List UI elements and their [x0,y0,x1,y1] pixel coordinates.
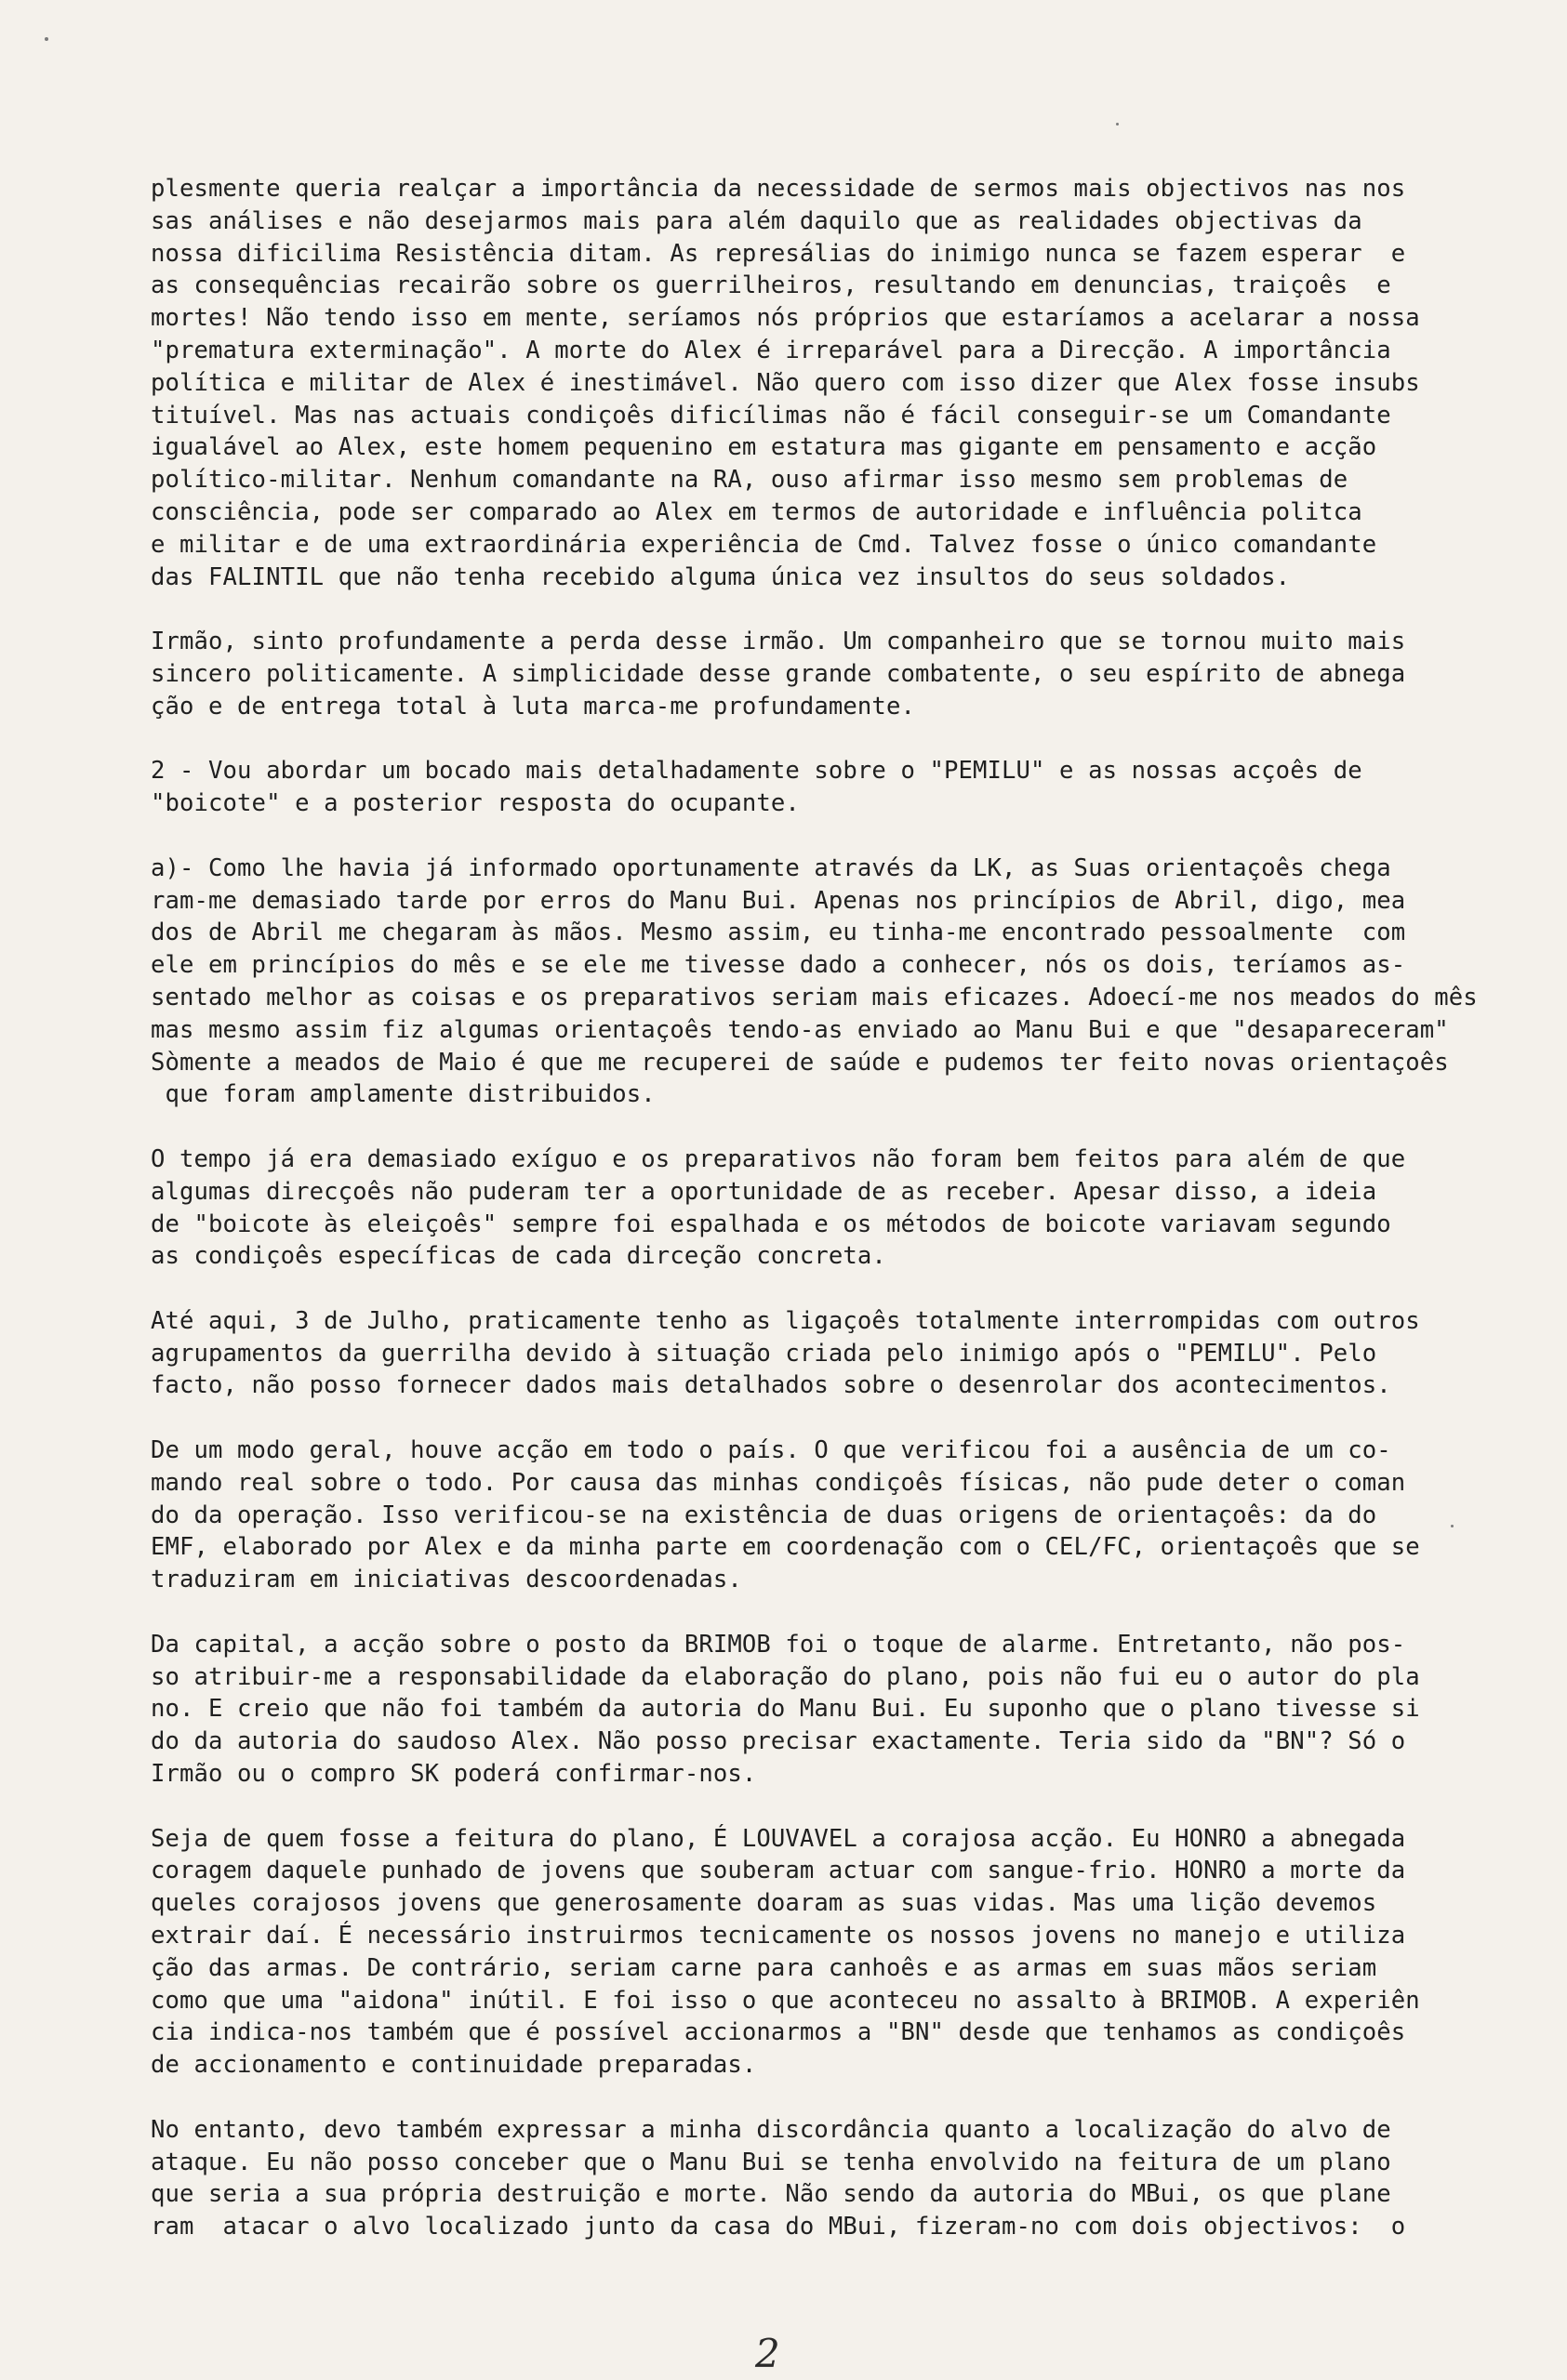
text-line: De um modo geral, houve acção em todo o país. O que verificou foi a ausência de um co- [151,1436,1391,1465]
paragraph [151,1144,1499,1273]
text-line: Sòmente a meados de Maio é que me recuperei de saúde e pudemos ter feito novas orientaçoês [151,1048,1449,1077]
text-line: "boicote" e a posterior resposta do ocupante. [151,789,800,818]
paper-speck [45,37,48,41]
text-line: política e militar de Alex é inestimável. Não quero com isso dizer que Alex fosse insubs [151,368,1420,397]
text-line: e militar e de uma extraordinária experiência de Cmd. Talvez fosse o único comandante [151,530,1377,559]
text-line: agrupamentos da guerrilha devido à situação criada pelo inimigo após o "PEMILU". Pelo [151,1339,1377,1368]
text-line: Irmão, sinto profundamente a perda desse irmão. Um companheiro que se tornou muito mais [151,628,1406,656]
text-line: de "boicote às eleiçoês" sempre foi espalhada e os métodos de boicote variavam segundo [151,1210,1391,1238]
page-number: 2 [755,2331,780,2376]
text-line: político-militar. Nenhum comandante na RA, ouso afirmar isso mesmo sem problemas de [151,466,1348,495]
paragraph [151,1305,1499,1402]
text-line: algumas direcçoês não puderam ter a oportunidade de as receber. Apesar disso, a ideia [151,1177,1377,1206]
paragraph [151,1823,1499,2082]
paragraph [151,853,1499,1111]
paragraph [151,755,1499,820]
paragraph [151,173,1499,593]
text-line: coragem daquele punhado de jovens que souberam actuar com sangue-frio. HONRO a morte da [151,1857,1406,1885]
text-line: ção e de entrega total à luta marca-me profundamente. [151,692,915,721]
text-line: como que uma "aidona" inútil. E foi isso o que aconteceu no assalto à BRIMOB. A experiên [151,1986,1420,2015]
text-line: ram-me demasiado tarde por erros do Manu Bui. Apenas nos princípios de Abril, digo, mea [151,886,1406,915]
text-line: tituível. Mas nas actuais condiçoês dificílimas não é fácil conseguir-se um Comandante [151,401,1391,430]
text-line: que foram amplamente distribuidos. [151,1080,656,1109]
text-line: de accionamento e continuidade preparadas. [151,2051,757,2080]
text-line: Seja de quem fosse a feitura do plano, É LOUVAVEL a corajosa acção. Eu HONRO a abnegada [151,1824,1406,1853]
text-line: do da operação. Isso verificou-se na existência de duas origens de orientaçoês: da do [151,1501,1377,1529]
text-line: igualável ao Alex, este homem pequenino em estatura mas gigante em pensamento e acção [151,433,1377,462]
text-line: que seria a sua própria destruição e morte. Não sendo da autoria do MBui, os que plane [151,2180,1391,2209]
text-line: nossa dificilima Resistência ditam. As represálias do inimigo nunca se fazem esperar e [151,239,1406,268]
text-line: facto, não posso fornecer dados mais detalhados sobre o desenrolar dos acontecimentos. [151,1371,1391,1400]
text-line: "prematura exterminação". A morte do Alex é irreparável para a Direcção. A importância [151,336,1391,364]
text-line: ataque. Eu não posso conceber que o Manu Bui se tenha envolvido na feitura de um plano [151,2148,1391,2176]
text-line: mortes! Não tendo isso em mente, seríamos nós próprios que estaríamos a acelarar a nossa [151,304,1420,333]
text-line: Irmão ou o compro SK poderá confirmar-nos. [151,1760,757,1789]
text-line: Até aqui, 3 de Julho, praticamente tenho as ligaçoês totalmente interrompidas com outros [151,1306,1420,1335]
text-line: ele em princípios do mês e se ele me tivesse dado a conhecer, nós os dois, teríamos as- [151,951,1406,980]
text-line: Da capital, a acção sobre o posto da BRIMOB foi o toque de alarme. Entretanto, não pos- [151,1630,1406,1659]
text-line: plesmente queria realçar a importância da necessidade de sermos mais objectivos nas nos [151,175,1406,203]
text-line: no. E creio que não foi também da autoria do Manu Bui. Eu suponho que o plano tivesse si [151,1695,1420,1724]
text-line: O tempo já era demasiado exíguo e os preparativos não foram bem feitos para além de que [151,1144,1406,1173]
text-line: consciência, pode ser comparado ao Alex em termos de autoridade e influência politca [151,497,1362,526]
text-line: sas análises e não desejarmos mais para além daquilo que as realidades objectivas da [151,206,1362,235]
text-line: No entanto, devo também expressar a minha discordância quanto a localização do alvo de [151,2115,1391,2144]
text-line: 2 - Vou abordar um bocado mais detalhadamente sobre o "PEMILU" e as nossas acçoês de [151,757,1362,786]
paragraph [151,2114,1499,2243]
text-line: as condiçoês específicas de cada dirceção concreta. [151,1242,886,1271]
text-line: dos de Abril me chegaram às mãos. Mesmo assim, eu tinha-me encontrado pessoalmente com [151,919,1406,947]
text-line: queles corajosos jovens que generosamente doaram as suas vidas. Mas uma lição devemos [151,1889,1377,1918]
text-line: sincero politicamente. A simplicidade desse grande combatente, o seu espírito de abnega [151,659,1406,688]
text-line: a)- Como lhe havia já informado oportunamente através da LK, as Suas orientaçoês chega [151,853,1391,882]
text-line: ram atacar o alvo localizado junto da casa do MBui, fizeram-no com dois objectivos: o [151,2213,1406,2241]
text-line: EMF, elaborado por Alex e da minha parte em coordenação com o CEL/FC, orientaçoês que se [151,1533,1420,1562]
text-line: traduziram em iniciativas descoordenadas. [151,1566,742,1594]
paragraph [151,626,1499,722]
paragraph [151,1629,1499,1791]
text-line: ção das armas. De contrário, seriam carne para canhoês e as armas em suas mãos seriam [151,1953,1377,1982]
text-line: mando real sobre o todo. Por causa das minhas condiçoês físicas, não pude deter o coman [151,1468,1406,1497]
text-line: sentado melhor as coisas e os preparativos seriam mais eficazes. Adoecí-me nos meados do mês [151,983,1478,1012]
text-line: as consequências recairão sobre os guerrilheiros, resultando em denuncias, traiçoês e [151,271,1391,300]
text-line: extrair daí. É necessário instruirmos tecnicamente os nossos jovens no manejo e utiliza [151,1922,1406,1950]
text-line: cia indica-nos também que é possível accionarmos a "BN" desde que tenhamos as condiçoês [151,2018,1406,2047]
text-line: das FALINTIL que não tenha recebido alguma única vez insultos do seus soldados. [151,562,1291,591]
paragraph [151,1435,1499,1596]
text-line: do da autoria do saudoso Alex. Não posso precisar exactamente. Teria sido da "BN"? Só o [151,1727,1406,1756]
typed-letter-body [151,173,1499,2276]
text-line: so atribuir-me a responsabilidade da elaboração do plano, pois não fui eu o autor do pla [151,1662,1420,1691]
paper-speck [1116,123,1119,126]
text-line: mas mesmo assim fiz algumas orientaçoês tendo-as enviado ao Manu Bui e que "desapareceram" [151,1015,1449,1044]
